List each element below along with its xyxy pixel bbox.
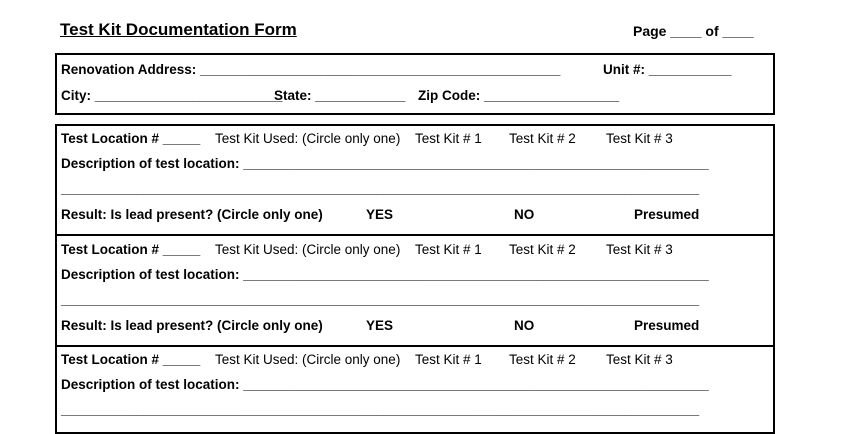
result-presumed-option[interactable]: Presumed: [634, 318, 700, 333]
section-divider: [55, 234, 775, 236]
result-no-option[interactable]: NO: [514, 318, 535, 333]
test-kit-used-label: Test Kit Used: (Circle only one): [215, 131, 401, 146]
city-field[interactable]: City: _________________________: [61, 88, 283, 103]
test-kit-2-option[interactable]: Test Kit # 2: [509, 131, 576, 146]
result-label: Result: Is lead present? (Circle only one): [61, 207, 323, 222]
result-yes-option[interactable]: YES: [366, 318, 394, 333]
renovation-address-field[interactable]: Renovation Address: ________________________________________________: [61, 62, 561, 77]
form-title: Test Kit Documentation Form: [60, 20, 297, 39]
description-field[interactable]: Description of test location: ______________________________________________________________: [61, 267, 709, 282]
description-extra-line[interactable]: _____________________________________________________________________________________: [61, 292, 700, 307]
result-yes-option[interactable]: YES: [366, 207, 394, 222]
result-label: Result: Is lead present? (Circle only one): [61, 318, 323, 333]
test-location-number-field[interactable]: Test Location # _____: [61, 131, 201, 146]
description-extra-line[interactable]: _____________________________________________________________________________________: [61, 181, 700, 196]
result-presumed-option[interactable]: Presumed: [634, 207, 700, 222]
test-kit-3-option[interactable]: Test Kit # 3: [606, 352, 673, 367]
test-kit-used-label: Test Kit Used: (Circle only one): [215, 352, 401, 367]
zip-code-field[interactable]: Zip Code: __________________: [418, 88, 620, 103]
test-kit-2-option[interactable]: Test Kit # 2: [509, 242, 576, 257]
test-kit-1-option[interactable]: Test Kit # 1: [415, 242, 482, 257]
test-kit-3-option[interactable]: Test Kit # 3: [606, 242, 673, 257]
test-kit-1-option[interactable]: Test Kit # 1: [415, 352, 482, 367]
page-number-field[interactable]: Page ____ of ____: [633, 23, 754, 39]
description-field[interactable]: Description of test location: ______________________________________________________________: [61, 156, 709, 171]
result-no-option[interactable]: NO: [514, 207, 535, 222]
test-location-number-field[interactable]: Test Location # _____: [61, 242, 201, 257]
test-kit-3-option[interactable]: Test Kit # 3: [606, 131, 673, 146]
test-kit-2-option[interactable]: Test Kit # 2: [509, 352, 576, 367]
test-kit-used-label: Test Kit Used: (Circle only one): [215, 242, 401, 257]
description-field[interactable]: Description of test location: ______________________________________________________________: [61, 377, 709, 392]
section-divider: [55, 345, 775, 347]
test-location-number-field[interactable]: Test Location # _____: [61, 352, 201, 367]
state-field[interactable]: State: ____________: [274, 88, 406, 103]
description-extra-line[interactable]: _____________________________________________________________________________________: [61, 402, 700, 417]
test-kit-1-option[interactable]: Test Kit # 1: [415, 131, 482, 146]
unit-field[interactable]: Unit #: ___________: [603, 62, 732, 77]
